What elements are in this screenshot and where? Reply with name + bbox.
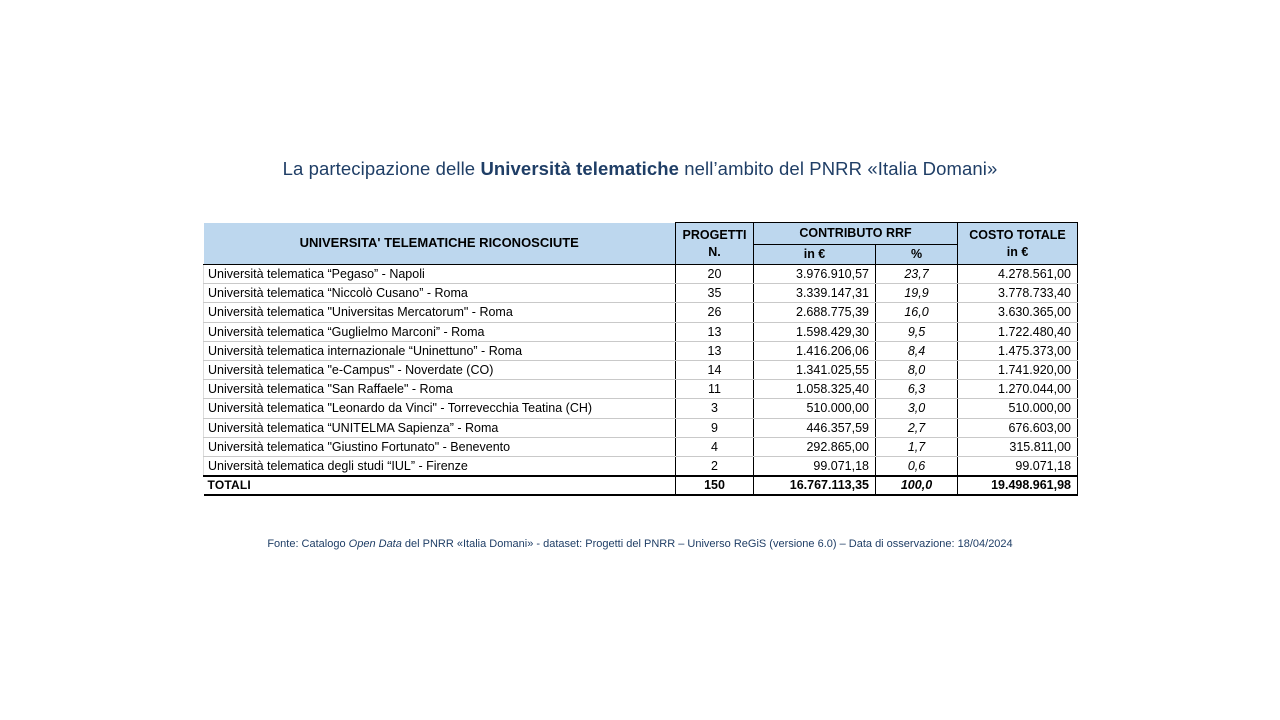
university-name: Università telematica “Pegaso” - Napoli xyxy=(204,265,676,284)
university-name: Università telematica "San Raffaele" - Roma xyxy=(204,380,676,399)
header-contributo-pct: % xyxy=(876,245,958,265)
header-costo-totale xyxy=(958,223,1078,265)
source-italic: Open Data xyxy=(348,538,402,550)
costo-totale-eur: 510.000,00 xyxy=(958,399,1078,418)
costo-totale-eur: 4.278.561,00 xyxy=(958,265,1078,284)
contributo-pct: 0,6 xyxy=(876,456,958,475)
table-header xyxy=(204,223,1078,265)
table-row xyxy=(204,303,1078,322)
costo-totale-eur: 315.811,00 xyxy=(958,437,1078,456)
projects-count: 2 xyxy=(676,456,754,475)
header-contributo-eur: in € xyxy=(754,245,876,265)
costo-totale-eur: 1.270.044,00 xyxy=(958,380,1078,399)
contributo-eur: 1.058.325,40 xyxy=(754,380,876,399)
header-projects-line1: PROGETTI xyxy=(682,228,747,243)
university-name: Università telematica degli studi “IUL” - Firenze xyxy=(204,456,676,475)
costo-totale-eur: 1.722.480,40 xyxy=(958,322,1078,341)
university-name: Università telematica “Niccolò Cusano” - Roma xyxy=(204,284,676,303)
university-name: Università telematica "Giustino Fortunato" - Benevento xyxy=(204,437,676,456)
title-bold-segment: Università telematiche xyxy=(480,158,680,179)
table-row xyxy=(204,360,1078,379)
table-row xyxy=(204,399,1078,418)
header-costo-line1: COSTO TOTALE xyxy=(969,228,1066,243)
costo-totale-eur: 676.603,00 xyxy=(958,418,1078,437)
table-body xyxy=(204,265,1078,476)
contributo-pct: 9,5 xyxy=(876,322,958,341)
projects-count: 9 xyxy=(676,418,754,437)
projects-count: 3 xyxy=(676,399,754,418)
university-name: Università telematica "Universitas Mercatorum" - Roma xyxy=(204,303,676,322)
source-part2: del PNRR «Italia Domani» - dataset: Progetti del PNRR – Universo ReGiS (versione 6.0) – Data di osservazione: 18/04/2024 xyxy=(401,538,1013,550)
table-row xyxy=(204,341,1078,360)
costo-totale-eur: 99.071,18 xyxy=(958,456,1078,475)
title-prefix: La partecipazione delle xyxy=(282,158,481,179)
projects-count: 11 xyxy=(676,380,754,399)
totals-pct: 100,0 xyxy=(876,476,958,495)
contributo-pct: 2,7 xyxy=(876,418,958,437)
contributo-pct: 23,7 xyxy=(876,265,958,284)
table-row xyxy=(204,322,1078,341)
costo-totale-eur: 3.630.365,00 xyxy=(958,303,1078,322)
contributo-eur: 99.071,18 xyxy=(754,456,876,475)
university-name: Università telematica “Guglielmo Marconi” - Roma xyxy=(204,322,676,341)
contributo-eur: 1.416.206,06 xyxy=(754,341,876,360)
source-note xyxy=(0,538,1280,550)
university-name: Università telematica "Leonardo da Vinci" - Torrevecchia Teatina (CH) xyxy=(204,399,676,418)
contributo-pct: 19,9 xyxy=(876,284,958,303)
costo-totale-eur: 1.475.373,00 xyxy=(958,341,1078,360)
contributo-pct: 8,0 xyxy=(876,360,958,379)
university-name: Università telematica “UNITELMA Sapienza” - Roma xyxy=(204,418,676,437)
totals-label: TOTALI xyxy=(204,476,676,495)
table-row xyxy=(204,456,1078,475)
costo-totale-eur: 1.741.920,00 xyxy=(958,360,1078,379)
projects-count: 13 xyxy=(676,341,754,360)
contributo-eur: 510.000,00 xyxy=(754,399,876,418)
contributo-pct: 6,3 xyxy=(876,380,958,399)
table-row xyxy=(204,380,1078,399)
totals-projects: 150 xyxy=(676,476,754,495)
universities-table xyxy=(203,222,1078,496)
contributo-eur: 2.688.775,39 xyxy=(754,303,876,322)
header-costo-line2: in € xyxy=(1006,244,1029,259)
university-name: Università telematica "e-Campus" - Noverdate (CO) xyxy=(204,360,676,379)
contributo-pct: 8,4 xyxy=(876,341,958,360)
projects-count: 14 xyxy=(676,360,754,379)
contributo-pct: 1,7 xyxy=(876,437,958,456)
costo-totale-eur: 3.778.733,40 xyxy=(958,284,1078,303)
contributo-eur: 446.357,59 xyxy=(754,418,876,437)
projects-count: 20 xyxy=(676,265,754,284)
projects-count: 13 xyxy=(676,322,754,341)
university-name: Università telematica internazionale “Uninettuno” - Roma xyxy=(204,341,676,360)
table-row xyxy=(204,265,1078,284)
projects-count: 35 xyxy=(676,284,754,303)
totals-costo: 19.498.961,98 xyxy=(958,476,1078,495)
contributo-eur: 1.598.429,30 xyxy=(754,322,876,341)
projects-count: 26 xyxy=(676,303,754,322)
contributo-eur: 1.341.025,55 xyxy=(754,360,876,379)
header-projects xyxy=(676,223,754,265)
projects-count: 4 xyxy=(676,437,754,456)
table-row xyxy=(204,284,1078,303)
contributo-pct: 16,0 xyxy=(876,303,958,322)
title-suffix: nell’ambito del PNRR «Italia Domani» xyxy=(679,158,998,179)
contributo-eur: 292.865,00 xyxy=(754,437,876,456)
contributo-eur: 3.976.910,57 xyxy=(754,265,876,284)
totals-row xyxy=(204,476,1078,495)
table-row xyxy=(204,418,1078,437)
source-part1: Fonte: Catalogo xyxy=(267,538,349,550)
page-title xyxy=(0,158,1280,180)
header-projects-line2: N. xyxy=(708,244,721,259)
table-row xyxy=(204,437,1078,456)
contributo-pct: 3,0 xyxy=(876,399,958,418)
totals-contributo: 16.767.113,35 xyxy=(754,476,876,495)
header-contributo-rrf: CONTRIBUTO RRF xyxy=(754,223,958,245)
header-university: UNIVERSITA' TELEMATICHE RICONOSCIUTE xyxy=(204,223,676,265)
contributo-eur: 3.339.147,31 xyxy=(754,284,876,303)
